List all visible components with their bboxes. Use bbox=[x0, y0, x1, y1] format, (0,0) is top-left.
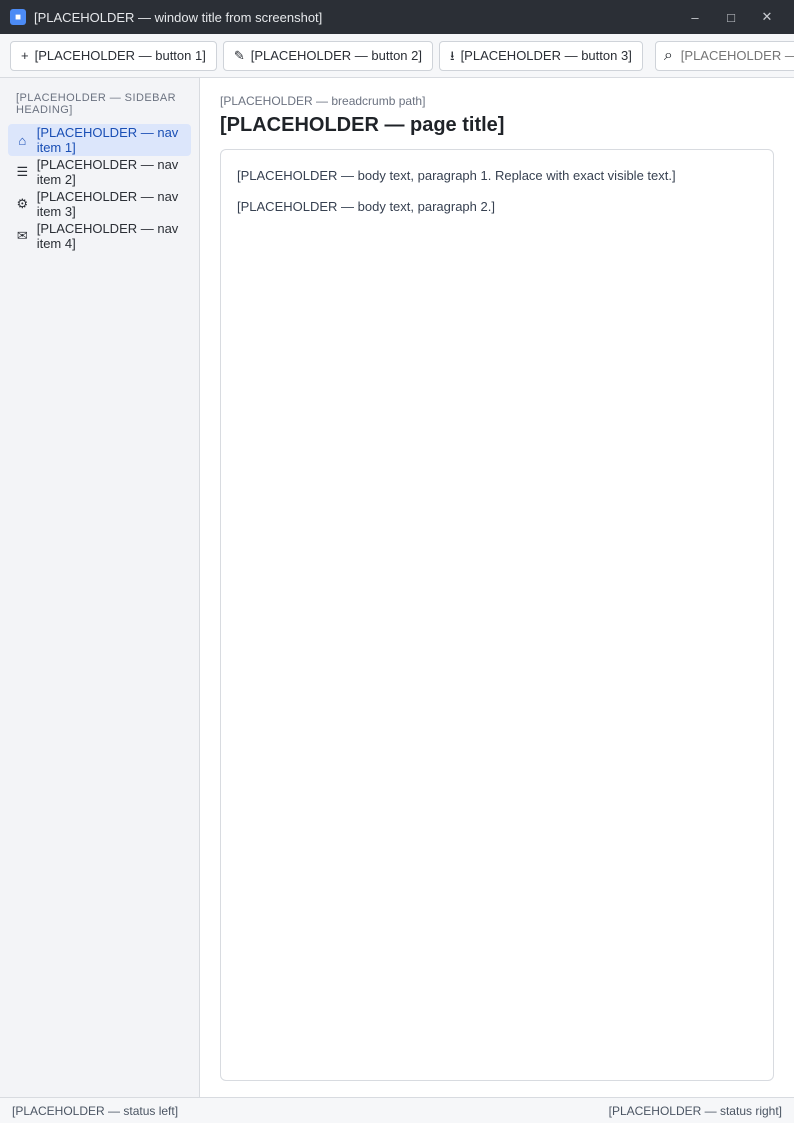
breadcrumb: [PLACEHOLDER — breadcrumb path] bbox=[220, 94, 426, 108]
maximize-icon[interactable]: □ bbox=[727, 9, 735, 25]
close-icon[interactable]: ✕ bbox=[761, 9, 773, 24]
content-panel bbox=[220, 149, 774, 1081]
home-icon: ⌂ bbox=[18, 132, 27, 148]
status-right: [PLACEHOLDER — status right] bbox=[608, 1103, 782, 1118]
main-content bbox=[200, 78, 794, 1097]
sidebar-item-2[interactable] bbox=[8, 156, 191, 188]
window-title: [PLACEHOLDER — window title from screenshot] bbox=[34, 9, 323, 25]
status-left: [PLACEHOLDER — status left] bbox=[12, 1103, 179, 1118]
content-paragraph: [PLACEHOLDER — body text, paragraph 2.] bbox=[237, 198, 495, 214]
edit-icon: ✎ bbox=[233, 48, 245, 63]
app-icon: ■ bbox=[10, 9, 26, 25]
gear-icon: ⚙ bbox=[16, 196, 29, 211]
sidebar-item-label: [PLACEHOLDER — nav item 1] bbox=[36, 125, 179, 155]
search-input[interactable] bbox=[679, 47, 794, 64]
sidebar-heading: [PLACEHOLDER — SIDEBAR HEADING] bbox=[16, 92, 177, 116]
export-icon: ⭳ bbox=[450, 48, 455, 63]
sidebar bbox=[0, 78, 200, 1097]
window-controls bbox=[678, 4, 784, 30]
title-bar bbox=[0, 0, 794, 34]
minimize-icon[interactable]: – bbox=[691, 9, 699, 25]
sidebar-item-4[interactable] bbox=[8, 220, 191, 252]
sidebar-item-label: [PLACEHOLDER — nav item 3] bbox=[36, 189, 179, 219]
toolbar-button-3[interactable] bbox=[439, 41, 643, 71]
page-title: [PLACEHOLDER — page title] bbox=[220, 114, 505, 136]
status-bar bbox=[0, 1097, 794, 1123]
toolbar-button-2-label: [PLACEHOLDER — button 2] bbox=[250, 48, 422, 63]
content-paragraph: [PLACEHOLDER — body text, paragraph 1. Replace with exact visible text.] bbox=[237, 168, 676, 183]
add-icon: + bbox=[21, 48, 29, 63]
sidebar-item-3[interactable] bbox=[8, 188, 191, 220]
sidebar-item-1[interactable] bbox=[8, 124, 191, 156]
mail-icon: ✉ bbox=[16, 228, 28, 243]
workspace bbox=[0, 78, 794, 1097]
search-icon: ⌕ bbox=[663, 46, 673, 64]
toolbar-button-1[interactable] bbox=[10, 41, 217, 71]
toolbar-button-2[interactable] bbox=[223, 41, 433, 71]
toolbar-button-1-label: [PLACEHOLDER — button 1] bbox=[34, 48, 206, 63]
list-icon: ☰ bbox=[16, 164, 29, 179]
toolbar-button-3-label: [PLACEHOLDER — button 3] bbox=[460, 48, 632, 63]
toolbar bbox=[0, 34, 794, 78]
search-box[interactable] bbox=[655, 41, 794, 71]
sidebar-item-label: [PLACEHOLDER — nav item 4] bbox=[36, 221, 179, 251]
sidebar-item-label: [PLACEHOLDER — nav item 2] bbox=[36, 157, 179, 187]
